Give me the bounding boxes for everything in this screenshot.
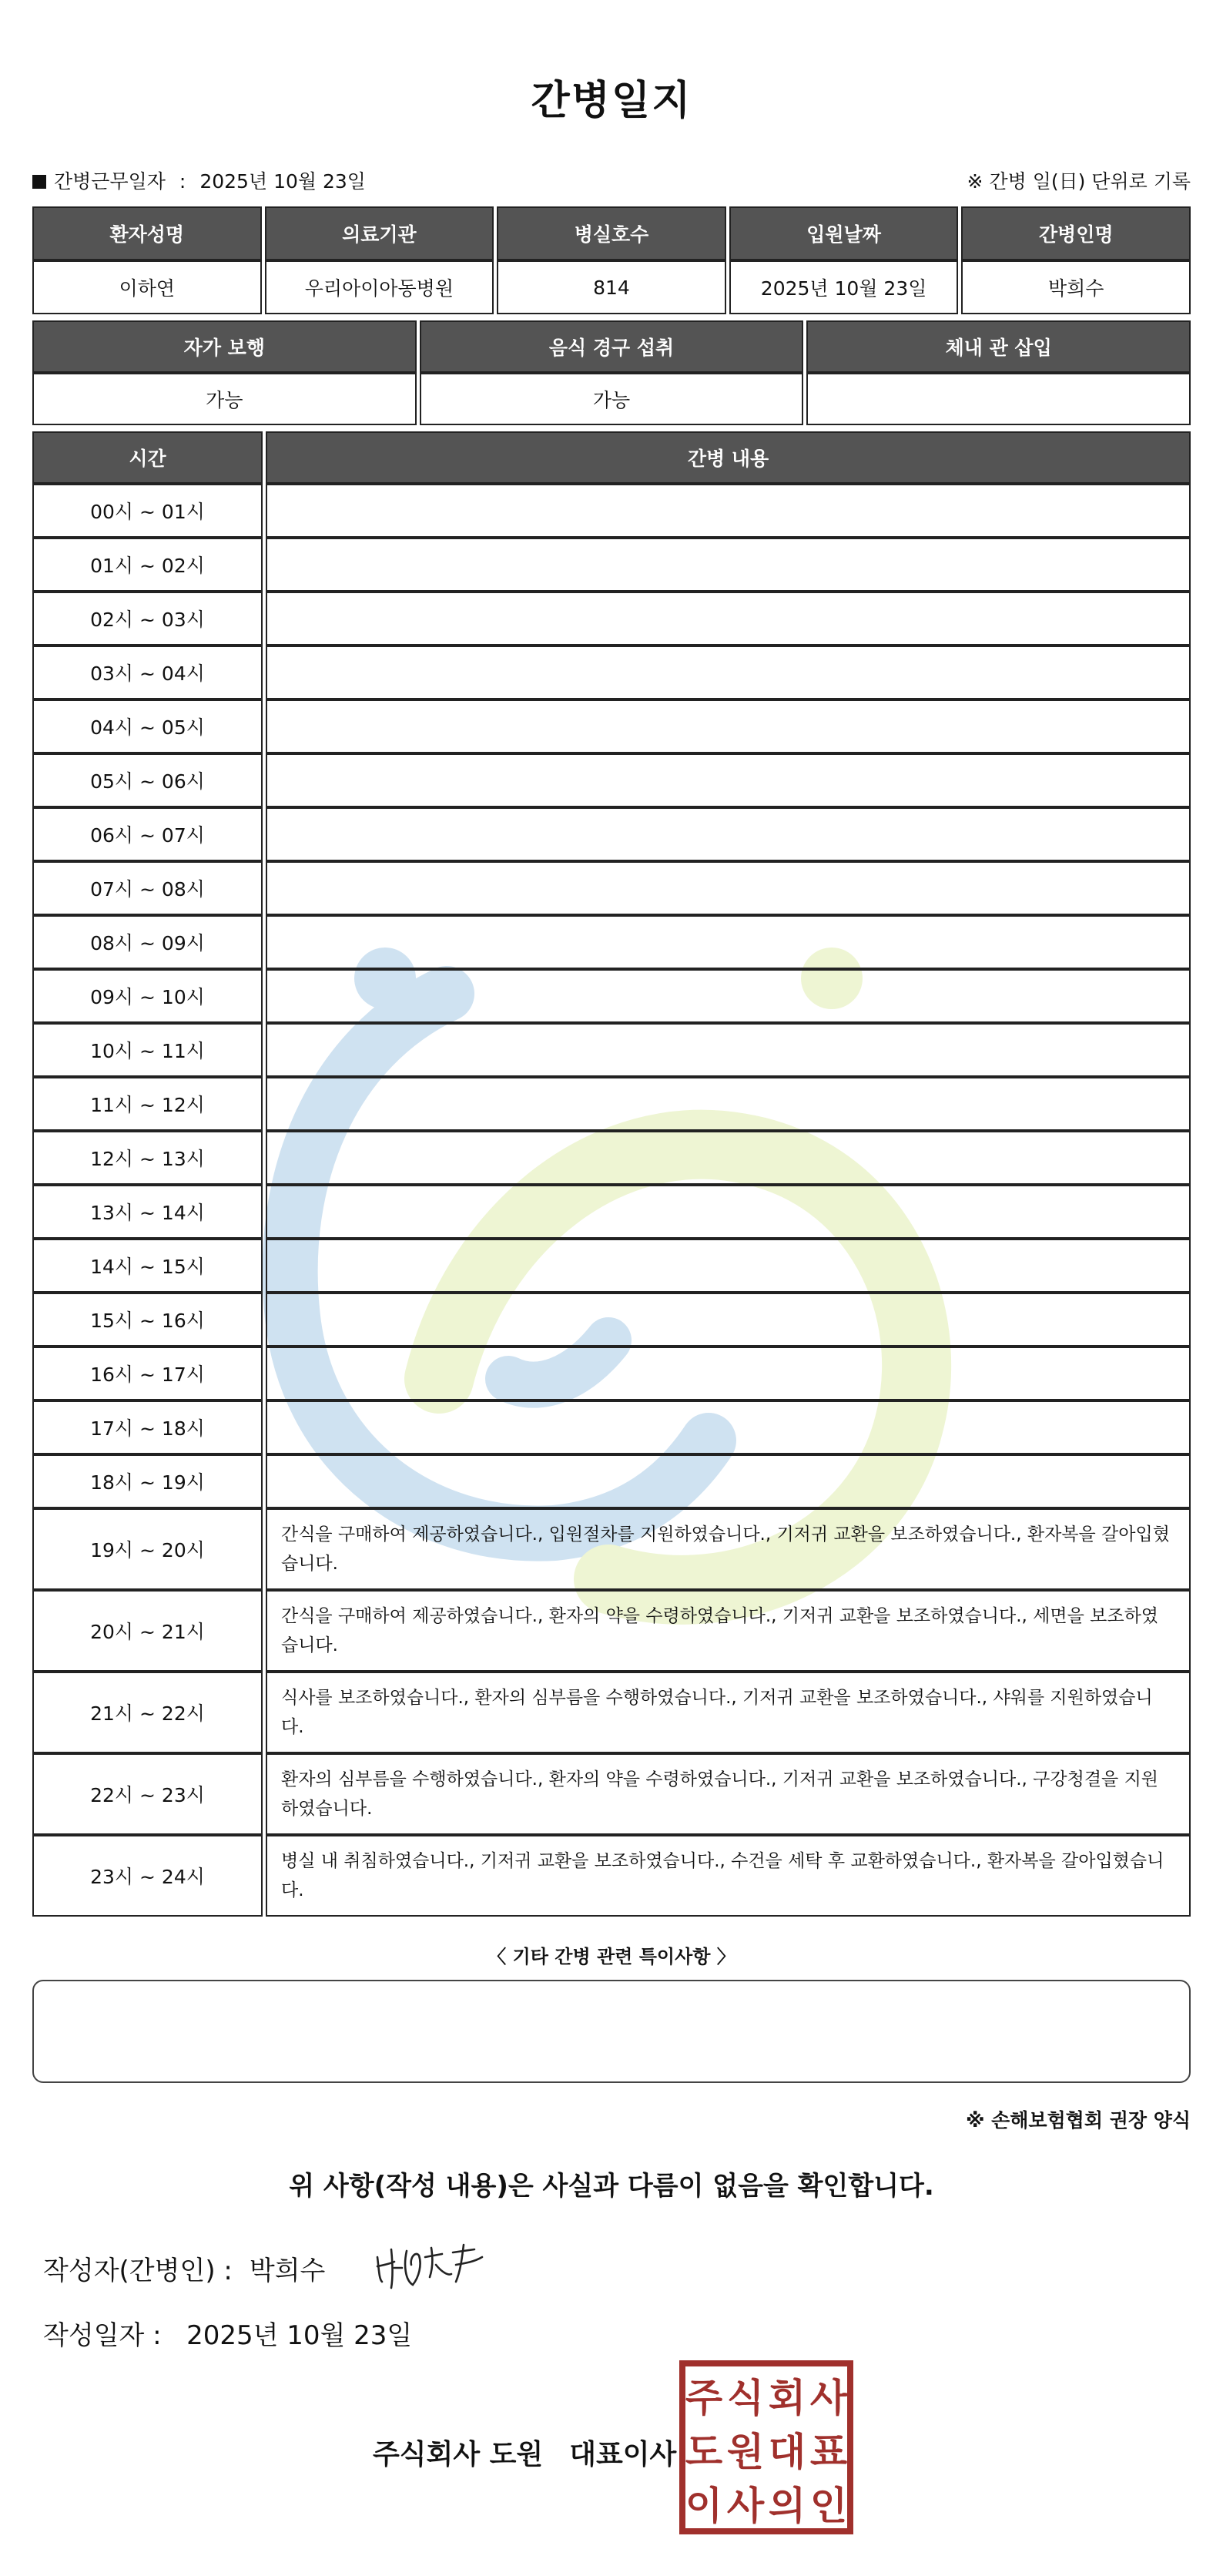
log-content-cell: 간식을 구매하여 제공하였습니다., 입원절차를 지원하였습니다., 기저귀 교환을 보조하였습니다., 환자복을 갈아입혔습니다. xyxy=(266,1508,1191,1590)
seal-character: 식 xyxy=(726,2376,765,2420)
log-time-cell: 14시 ~ 15시 xyxy=(32,1239,263,1293)
seal-character: 인 xyxy=(809,2484,848,2528)
log-content-cell xyxy=(266,807,1191,861)
seal-character: 이 xyxy=(685,2484,723,2528)
header-room-number: 병실호수 xyxy=(497,206,726,260)
log-time-cell: 06시 ~ 07시 xyxy=(32,807,263,861)
signature-image xyxy=(368,2234,491,2296)
log-time-cell: 23시 ~ 24시 xyxy=(32,1835,263,1917)
log-content-cell xyxy=(266,1077,1191,1131)
writer-name: 박희수 xyxy=(249,2256,326,2286)
log-time-cell: 03시 ~ 04시 xyxy=(32,646,263,699)
seal-character: 사 xyxy=(726,2484,765,2528)
header-caregiver-name: 간병인명 xyxy=(961,206,1191,260)
log-time-cell: 08시 ~ 09시 xyxy=(32,915,263,969)
care-log-table xyxy=(32,431,1191,1917)
oral-intake-value: 가능 xyxy=(420,373,804,425)
log-time-cell: 19시 ~ 20시 xyxy=(32,1508,263,1590)
seal-character: 원 xyxy=(726,2430,765,2474)
written-date-line xyxy=(43,2314,412,2352)
writer-line xyxy=(43,2249,325,2287)
patient-info-table xyxy=(32,206,1191,314)
self-walking-value: 가능 xyxy=(32,373,417,425)
log-time-cell: 05시 ~ 06시 xyxy=(32,753,263,807)
log-time-cell: 13시 ~ 14시 xyxy=(32,1185,263,1239)
log-content-cell: 간식을 구매하여 제공하였습니다., 환자의 약을 수령하였습니다., 기저귀 교환을 보조하였습니다., 세면을 보조하였습니다. xyxy=(266,1590,1191,1672)
work-date-value: 2025년 10월 23일 xyxy=(199,170,366,193)
log-content-cell xyxy=(266,1023,1191,1077)
header-self-walking: 자가 보행 xyxy=(32,320,417,373)
log-time-cell: 12시 ~ 13시 xyxy=(32,1131,263,1185)
company-seal-stamp xyxy=(679,2360,853,2534)
header-care-content: 간병 내용 xyxy=(266,431,1191,484)
work-date xyxy=(32,166,366,194)
seal-character: 표 xyxy=(809,2430,848,2474)
confirmation-statement: 위 사항(작성 내용)은 사실과 다름이 없음을 확인합니다. xyxy=(289,2171,934,2202)
log-time-cell: 16시 ~ 17시 xyxy=(32,1347,263,1400)
log-time-cell: 22시 ~ 23시 xyxy=(32,1753,263,1835)
log-time-cell: 20시 ~ 21시 xyxy=(32,1590,263,1672)
log-content-cell xyxy=(266,969,1191,1023)
log-time-cell: 07시 ~ 08시 xyxy=(32,861,263,915)
log-content-cell xyxy=(266,1454,1191,1508)
caregiver-name-value: 박희수 xyxy=(961,260,1191,314)
seal-character: 도 xyxy=(685,2430,723,2474)
log-content-cell: 환자의 심부름을 수행하였습니다., 환자의 약을 수령하였습니다., 기저귀 교환을 보조하였습니다., 구강청결을 지원하였습니다. xyxy=(266,1753,1191,1835)
log-time-cell: 01시 ~ 02시 xyxy=(32,538,263,592)
writer-label: 작성자(간병인) : xyxy=(43,2256,233,2286)
log-content-cell xyxy=(266,753,1191,807)
log-time-cell: 04시 ~ 05시 xyxy=(32,699,263,753)
log-content-cell xyxy=(266,646,1191,699)
log-content-cell xyxy=(266,484,1191,538)
log-time-cell: 17시 ~ 18시 xyxy=(32,1400,263,1454)
log-time-cell: 10시 ~ 11시 xyxy=(32,1023,263,1077)
recommend-form-note: ※ 손해보험협회 권장 양식 xyxy=(966,2109,1191,2132)
seal-character: 의 xyxy=(768,2484,806,2528)
work-date-separator: : xyxy=(179,170,186,193)
log-content-cell xyxy=(266,915,1191,969)
written-date-label: 작성일자 : xyxy=(43,2320,162,2351)
company-line xyxy=(373,2433,676,2472)
log-time-cell: 02시 ~ 03시 xyxy=(32,592,263,646)
log-content-cell xyxy=(266,538,1191,592)
special-notes-box xyxy=(32,1980,1191,2083)
log-content-cell xyxy=(266,861,1191,915)
seal-character: 대 xyxy=(768,2430,806,2474)
log-content-cell xyxy=(266,1347,1191,1400)
seal-character: 사 xyxy=(809,2376,848,2420)
admission-date-value: 2025년 10월 23일 xyxy=(729,260,959,314)
log-time-cell: 15시 ~ 16시 xyxy=(32,1293,263,1347)
header-time: 시간 xyxy=(32,431,263,484)
written-date-value: 2025년 10월 23일 xyxy=(186,2320,413,2351)
seal-character: 회 xyxy=(768,2376,806,2420)
tube-insertion-value xyxy=(806,373,1191,425)
log-content-cell xyxy=(266,592,1191,646)
log-time-cell: 18시 ~ 19시 xyxy=(32,1454,263,1508)
work-date-label: 간병근무일자 xyxy=(54,170,166,193)
log-content-cell xyxy=(266,1239,1191,1293)
unit-note: ※ 간병 일(日) 단위로 기록 xyxy=(967,170,1191,193)
log-content-cell xyxy=(266,699,1191,753)
room-number-value: 814 xyxy=(497,260,726,314)
patient-name-value: 이하연 xyxy=(32,260,262,314)
log-content-cell: 식사를 보조하였습니다., 환자의 심부름을 수행하였습니다., 기저귀 교환을 보조하였습니다., 샤워를 지원하였습니다. xyxy=(266,1672,1191,1753)
square-bullet-icon xyxy=(32,175,46,189)
header-admission-date: 입원날짜 xyxy=(729,206,959,260)
hospital-value: 우리아이아동병원 xyxy=(265,260,494,314)
log-content-cell xyxy=(266,1293,1191,1347)
header-tube-insertion: 체내 관 삽입 xyxy=(806,320,1191,373)
ceo-title: 대표이사 xyxy=(569,2439,677,2470)
log-content-cell xyxy=(266,1185,1191,1239)
log-content-cell xyxy=(266,1131,1191,1185)
log-time-cell: 21시 ~ 22시 xyxy=(32,1672,263,1753)
log-content-cell: 병실 내 취침하였습니다., 기저귀 교환을 보조하였습니다., 수건을 세탁 후 교환하였습니다., 환자복을 갈아입혔습니다. xyxy=(266,1835,1191,1917)
special-notes-label: 〈 기타 간병 관련 특이사항 〉 xyxy=(488,1946,735,1967)
header-hospital: 의료기관 xyxy=(265,206,494,260)
header-oral-intake: 음식 경구 섭취 xyxy=(420,320,804,373)
document-title: 간병일지 xyxy=(531,78,692,124)
patient-status-table xyxy=(32,320,1191,425)
company-name: 주식회사 도원 xyxy=(373,2439,544,2470)
log-time-cell: 00시 ~ 01시 xyxy=(32,484,263,538)
header-patient-name: 환자성명 xyxy=(32,206,262,260)
log-time-cell: 09시 ~ 10시 xyxy=(32,969,263,1023)
log-content-cell xyxy=(266,1400,1191,1454)
log-time-cell: 11시 ~ 12시 xyxy=(32,1077,263,1131)
seal-character: 주 xyxy=(685,2376,723,2420)
